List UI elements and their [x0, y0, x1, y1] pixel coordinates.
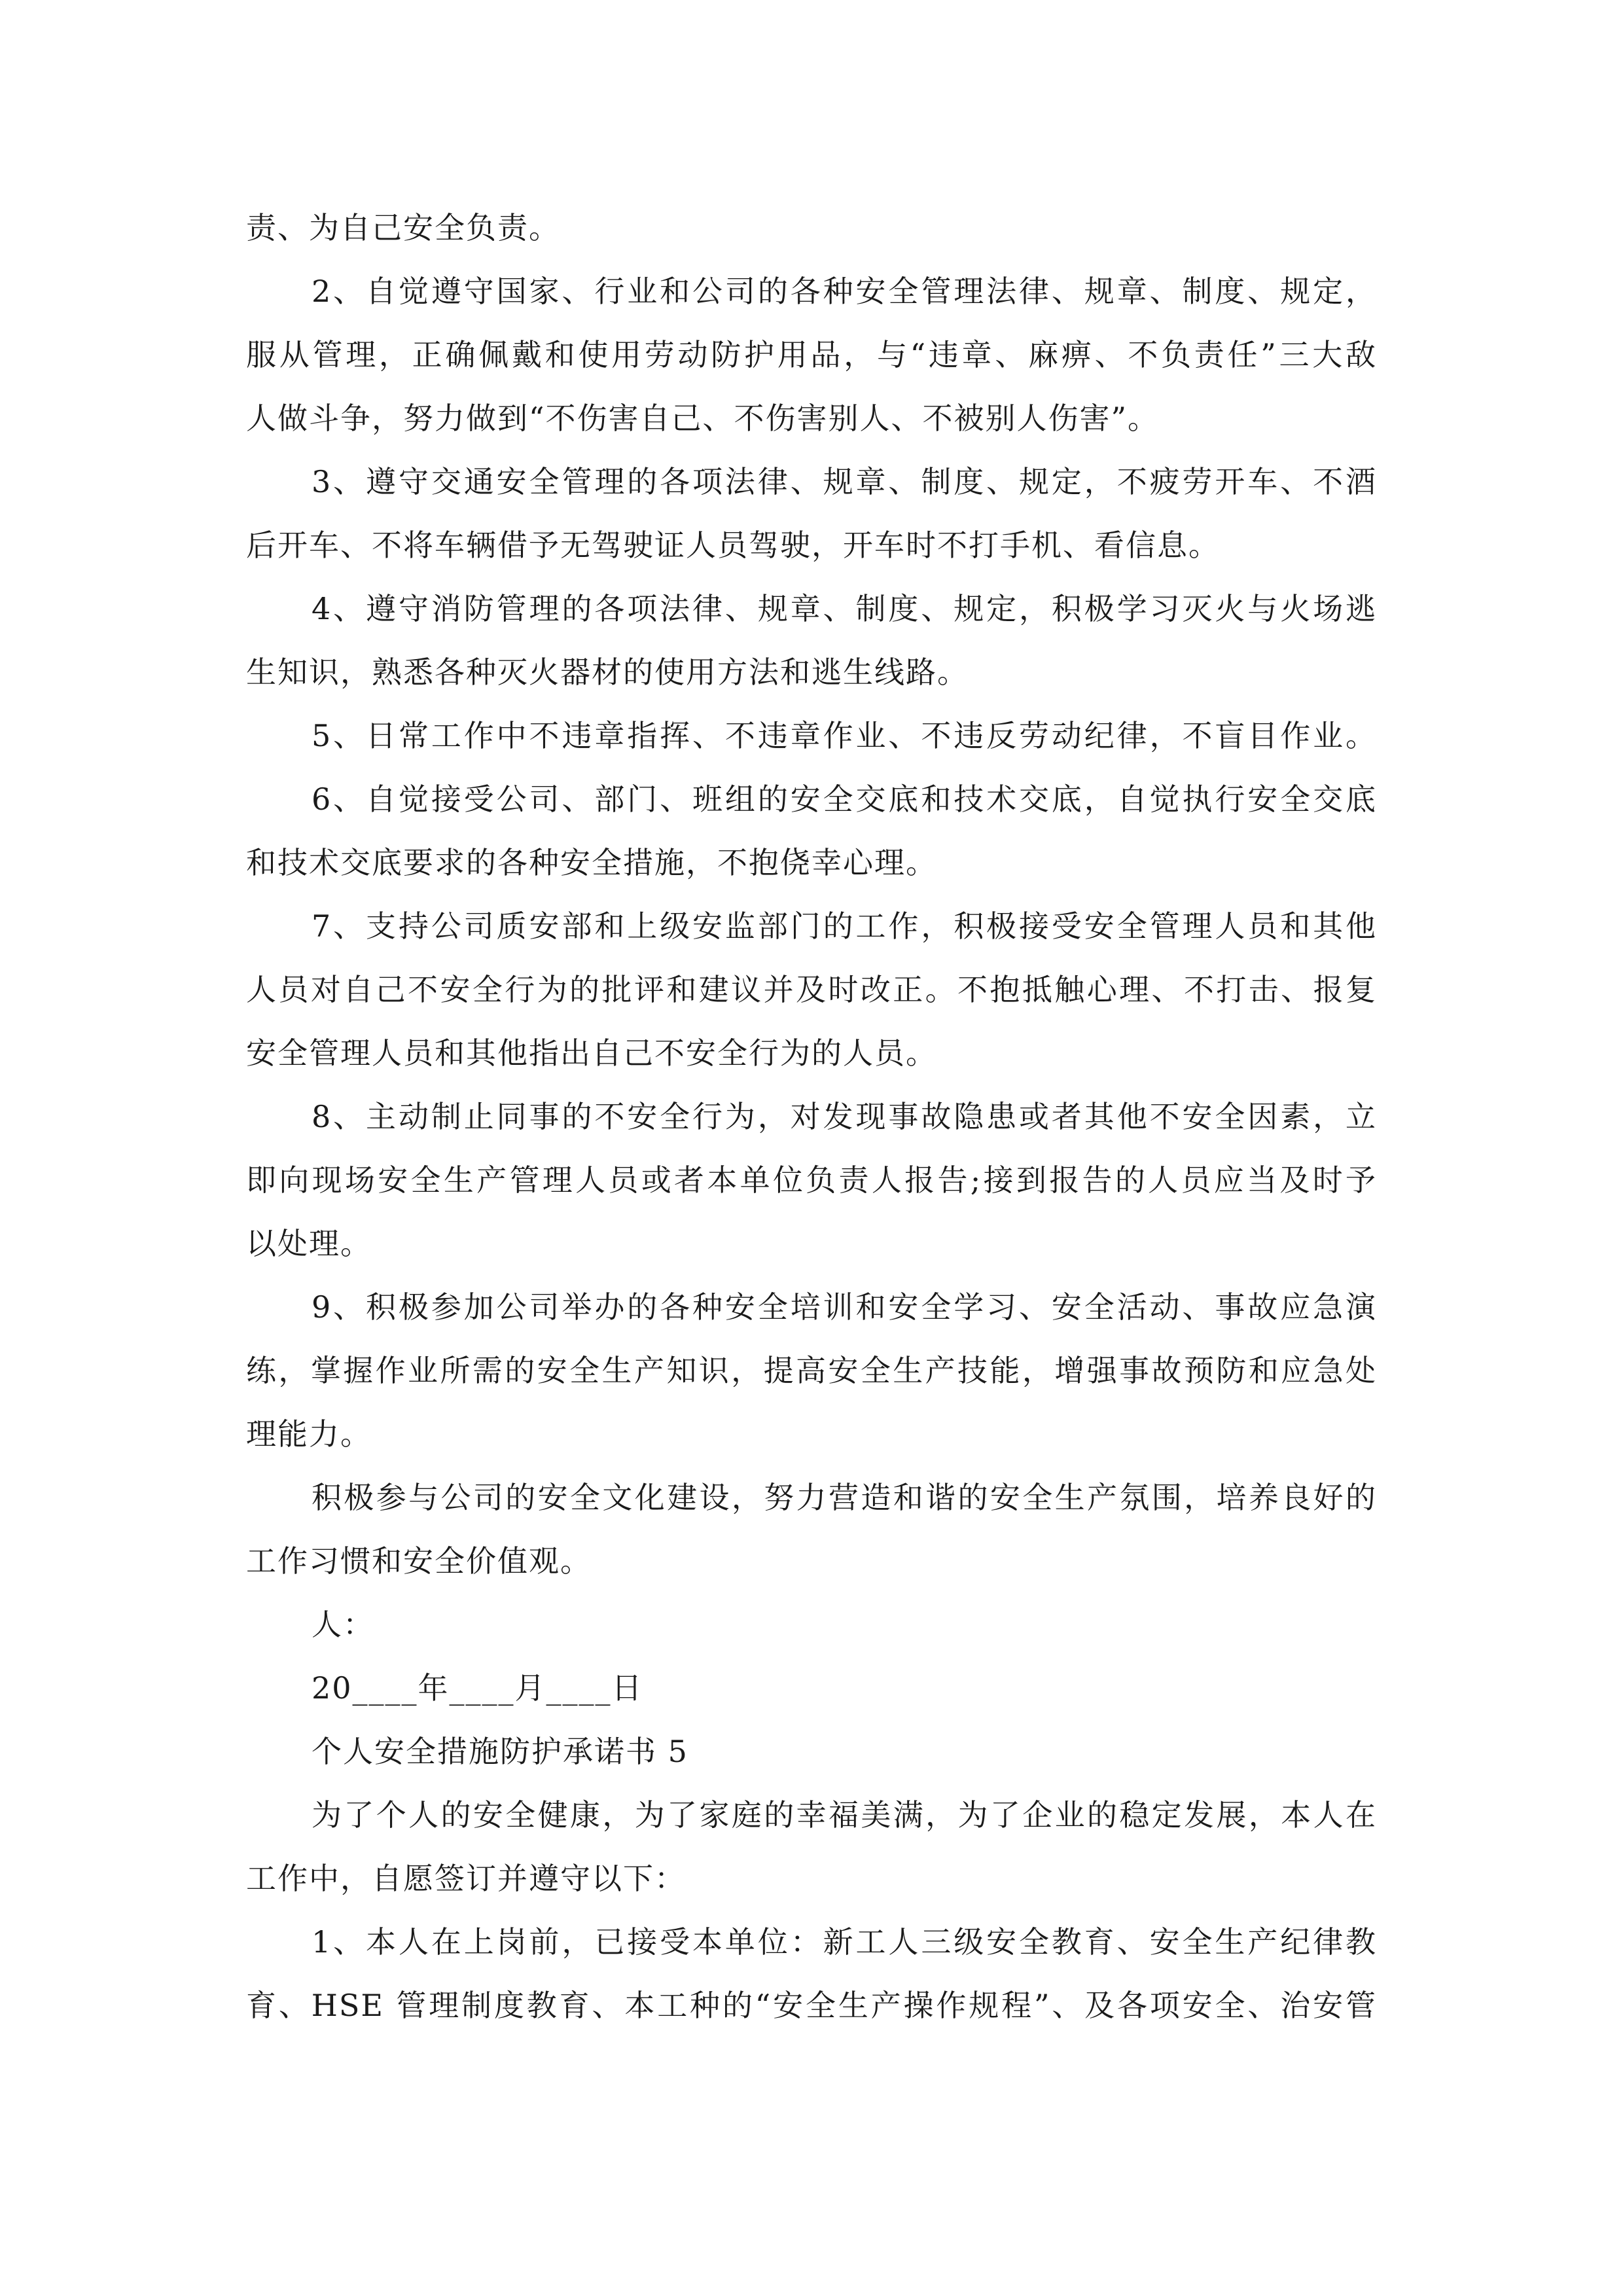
- text-line: 生知识，熟悉各种灭火器材的使用方法和逃生线路。: [246, 655, 969, 690]
- text-line: 以处理。: [246, 1226, 372, 1261]
- text-line: 6、自觉接受公司、部门、班组的安全交底和技术交底，自觉执行安全交底: [312, 781, 1377, 817]
- text-line: 后开车、不将车辆借予无驾驶证人员驾驶，开车时不打手机、看信息。: [246, 528, 1220, 563]
- text-line: 和技术交底要求的各种安全措施，不抱侥幸心理。: [246, 845, 937, 880]
- text-line: 5、日常工作中不违章指挥、不违章作业、不违反劳动纪律，不盲目作业。: [312, 718, 1377, 753]
- text-line: 9、积极参加公司举办的各种安全培训和安全学习、安全活动、事故应急演: [312, 1289, 1377, 1325]
- text-line: 3、遵守交通安全管理的各项法律、规章、制度、规定，不疲劳开车、不酒: [312, 464, 1377, 499]
- text-line: 练，掌握作业所需的安全生产知识，提高安全生产技能，增强事故预防和应急处: [246, 1353, 1377, 1388]
- text-line: 责、为自己安全负责。: [246, 210, 560, 245]
- text-line: 服从管理，正确佩戴和使用劳动防护用品，与“违章、麻痹、不负责任”三大敌: [246, 337, 1377, 372]
- signature-line: 人：: [312, 1607, 374, 1642]
- section-title: 个人安全措施防护承诺书 5: [312, 1734, 688, 1769]
- text-line: 1、本人在上岗前，已接受本单位：新工人三级安全教育、安全生产纪律教: [312, 1924, 1377, 1960]
- text-line: 理能力。: [246, 1416, 372, 1452]
- text-line: 7、支持公司质安部和上级安监部门的工作，积极接受安全管理人员和其他: [312, 908, 1377, 944]
- text-line: 为了个人的安全健康，为了家庭的幸福美满，为了企业的稳定发展，本人在: [312, 1797, 1377, 1833]
- text-line: 2、自觉遵守国家、行业和公司的各种安全管理法律、规章、制度、规定，: [312, 274, 1377, 309]
- date-line: 20____年____月____日: [312, 1670, 643, 1706]
- text-line: 人做斗争，努力做到“不伤害自己、不伤害别人、不被别人伤害”。: [246, 401, 1160, 436]
- text-line: 4、遵守消防管理的各项法律、规章、制度、规定，积极学习灭火与火场逃: [312, 591, 1377, 626]
- text-line: 人员对自己不安全行为的批评和建议并及时改正。不抱抵触心理、不打击、报复: [246, 972, 1377, 1007]
- text-line: 积极参与公司的安全文化建设，努力营造和谐的安全生产氛围，培养良好的: [312, 1480, 1377, 1515]
- text-line: 8、主动制止同事的不安全行为，对发现事故隐患或者其他不安全因素，立: [312, 1099, 1377, 1134]
- text-line: 即向现场安全生产管理人员或者本单位负责人报告;接到报告的人员应当及时予: [246, 1162, 1377, 1198]
- document-body: [246, 196, 1377, 2037]
- text-line: 安全管理人员和其他指出自己不安全行为的人员。: [246, 1035, 937, 1071]
- text-line: 工作中，自愿签订并遵守以下：: [246, 1861, 686, 1896]
- text-line: 育、HSE 管理制度教育、本工种的“安全生产操作规程”、及各项安全、治安管: [246, 1988, 1377, 2023]
- text-line: 工作习惯和安全价值观。: [246, 1543, 592, 1579]
